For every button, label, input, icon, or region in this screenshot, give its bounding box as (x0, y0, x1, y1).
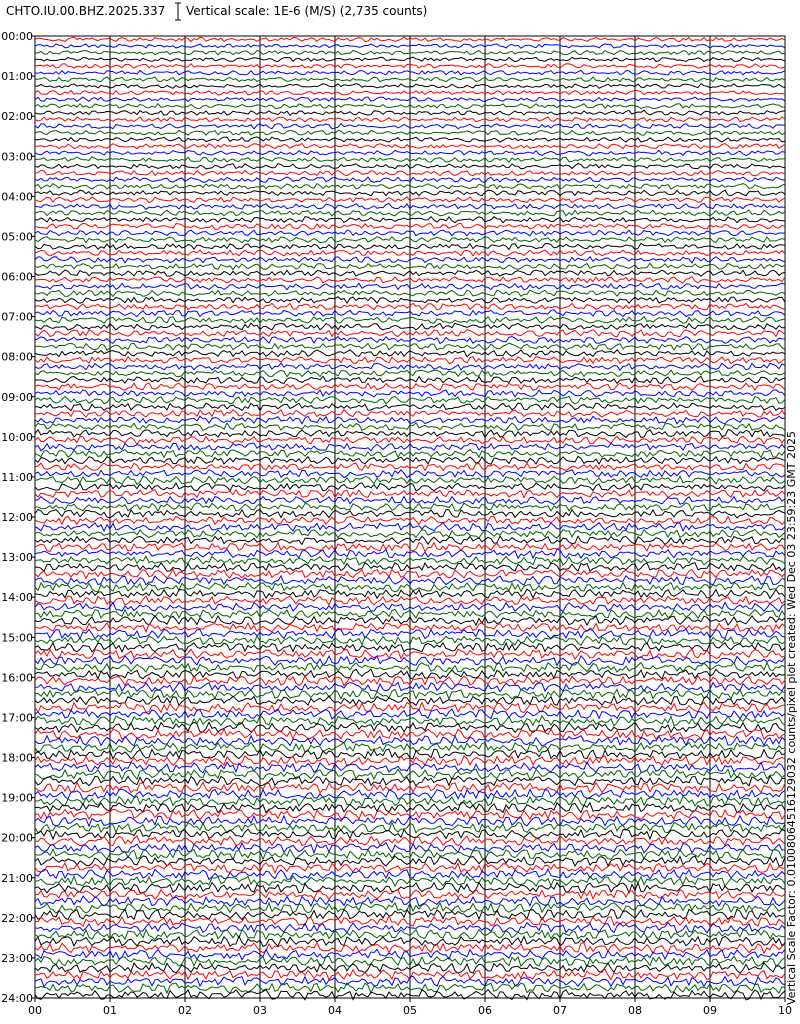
side-caption: Vertical Scale Factor: 0.01008064516129032 counts/pixel plot created: Wed Dec 03 23:59:23 GMT 2025 (785, 431, 798, 1005)
y-tick-label: 12:00 (1, 511, 33, 524)
x-tick-label: 00 (28, 1004, 42, 1017)
scale-bar-icon (175, 3, 181, 20)
y-tick-label: 04:00 (1, 190, 33, 204)
x-tick-label: 02 (178, 1004, 192, 1017)
y-tick-label: 03:00 (1, 150, 33, 164)
y-tick-label: 18:00 (1, 751, 33, 765)
x-tick-label: 08 (628, 1004, 642, 1017)
x-tick-label: 06 (478, 1004, 492, 1017)
y-tick-label: 23:00 (1, 951, 33, 965)
x-tick-label: 04 (328, 1004, 342, 1017)
y-tick-label: 20:00 (1, 831, 33, 845)
y-tick-label: 09:00 (1, 390, 33, 404)
x-tick-label: 09 (703, 1004, 717, 1017)
y-tick-label: 07:00 (1, 310, 33, 324)
x-axis (28, 998, 792, 1017)
y-tick-label: 16:00 (1, 671, 33, 685)
y-tick-label: 00:00 (1, 30, 33, 43)
vertical-scale-label: Vertical scale: 1E-6 (M/S) (2,735 counts) (186, 4, 428, 18)
x-tick-label: 10 (778, 1004, 792, 1017)
y-tick-label: 02:00 (1, 110, 33, 124)
y-tick-label: 24:00 (1, 992, 33, 1005)
y-tick-label: 14:00 (1, 591, 33, 605)
x-tick-label: 07 (553, 1004, 567, 1017)
y-tick-label: 17:00 (1, 711, 33, 725)
y-tick-label: 11:00 (1, 470, 33, 484)
y-axis (1, 30, 35, 1005)
x-tick-label: 01 (103, 1004, 117, 1017)
y-tick-label: 01:00 (1, 70, 33, 84)
x-tick-label: 03 (253, 1004, 267, 1017)
chart-title: CHTO.IU.00.BHZ.2025.337 (6, 4, 166, 18)
y-tick-label: 21:00 (1, 871, 33, 885)
y-tick-label: 10:00 (1, 430, 33, 444)
y-tick-label: 08:00 (1, 350, 33, 364)
y-tick-label: 15:00 (1, 631, 33, 645)
y-tick-label: 19:00 (1, 791, 33, 805)
y-tick-label: 06:00 (1, 270, 33, 284)
y-tick-label: 05:00 (1, 230, 33, 244)
x-tick-label: 05 (403, 1004, 417, 1017)
y-tick-label: 13:00 (1, 551, 33, 565)
y-tick-label: 22:00 (1, 911, 33, 925)
